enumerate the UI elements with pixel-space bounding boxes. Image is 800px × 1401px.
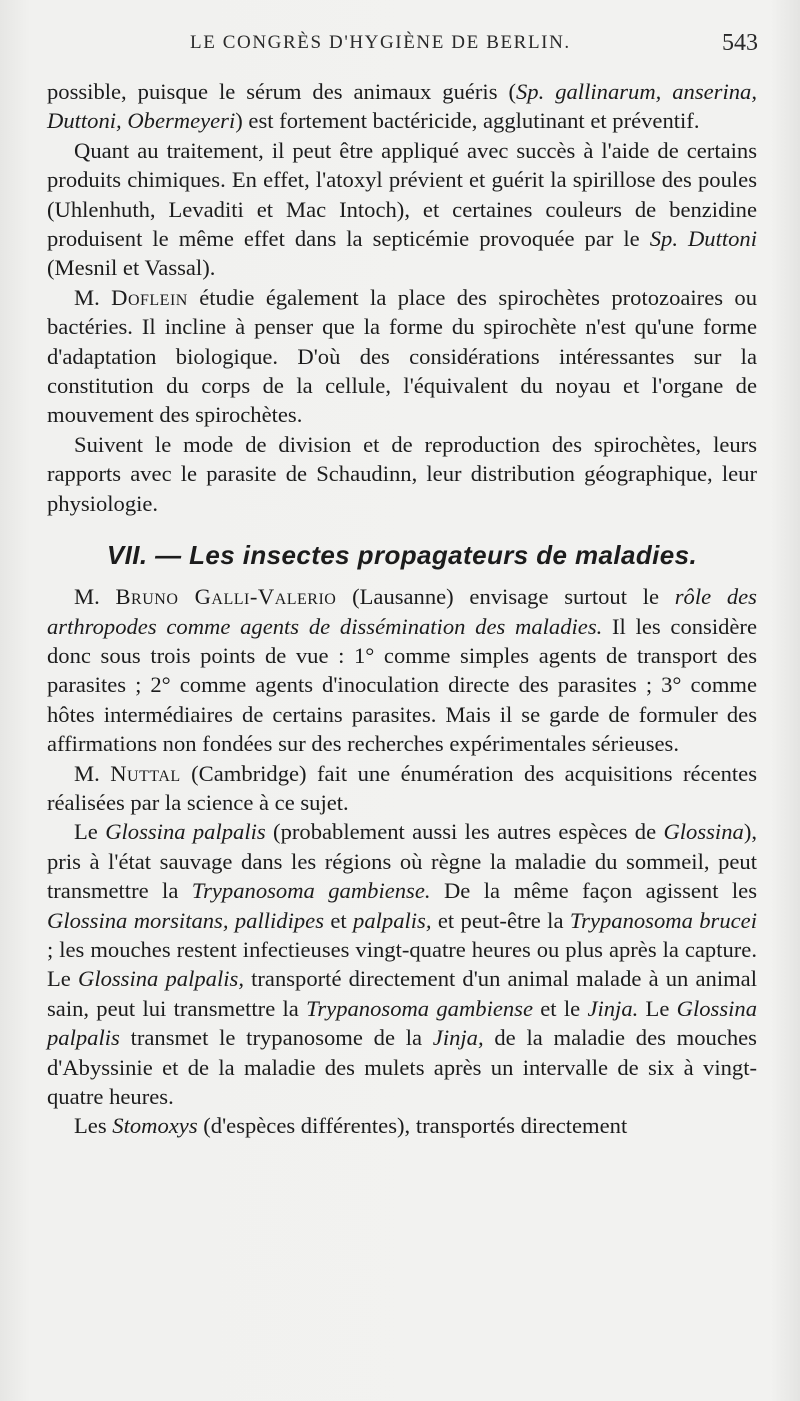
section-heading: VII. — Les insectes propagateurs de maladies.	[106, 540, 698, 571]
author-name: Bruno Galli-Valerio	[115, 584, 337, 610]
species-name: Sp. Duttoni	[649, 226, 757, 252]
body-text	[47, 77, 757, 1141]
paragraph-suivent: Suivent le mode de division et de reproduction des spirochètes, leurs rapports avec le parasite de Schaudinn, leur distribution géographique, leur physiologie.	[47, 431, 757, 516]
paragraph-galli-valerio: M. Bruno Galli-Valerio (Lausanne) envisage surtout le rôle des arthropodes comme agents de dissémination des maladies. Il les considère donc sous trois points de vue : 1° comme simples agents de transport des parasites ; 2° comme agents d'inoculation directe des parasites ; 3° comme hôtes intermédiaires de certains parasites. Mais il se garde de formuler des affirmations non fondées sur des recherches expérimentales sérieuses.	[47, 584, 757, 757]
paragraph-traitement: Quant au traitement, il peut être appliqué avec succès à l'aide de certains produits chimiques. En effet, l'atoxyl prévient et guérit la spirillose des poules (Uhlenhuth, Levaditi et Mac Intoch), et certaines couleurs de benzidine produisent le même effet dans la septicémie provoquée par le Sp. Duttoni (Mesnil et Vassal).	[47, 137, 757, 281]
paragraph-nuttal: M. Nuttal (Cambridge) fait une énumération des acquisitions récentes réalisées par la science à ce sujet.	[47, 760, 757, 815]
page-header	[48, 32, 758, 72]
page-number: 543	[722, 30, 758, 56]
paragraph-doflein: M. Doflein étudie également la place des spirochètes protozoaires ou bactéries. Il incline à penser que la forme du spirochète n'est qu'une forme d'adaptation biologique. D'où des considérations intéressantes sur la constitution du corps de la cellule, l'équivalent du noyau et l'organe de mouvement des spirochètes.	[47, 284, 757, 428]
species-list: Sp. gallinarum, anserina, Duttoni, Obermeyeri	[47, 79, 757, 134]
emphasis-text: rôle des arthropodes comme agents de dissémination des maladies.	[47, 584, 757, 639]
paragraph-stomoxys: Les Stomoxys (d'espèces différentes), transportés directement	[74, 1113, 628, 1139]
paragraph-serum: possible, puisque le sérum des animaux guéris (Sp. gallinarum, anserina, Duttoni, Obermeyeri) est fortement bactéricide, agglutinant et préventif.	[47, 79, 757, 134]
paragraph-glossina: Le Glossina palpalis (probablement aussi les autres espèces de Glossina), pris à l'état sauvage dans les régions où règne la maladie du sommeil, peut transmettre la Trypanosoma gambiense. De la même façon agissent les Glossina morsitans, pallidipes et palpalis, et peut-être la Trypanosoma brucei ; les mouches restent infectieuses vingt-quatre heures ou plus après la capture. Le Glossina palpalis, transporté directement d'un animal malade à un animal sain, peut lui transmettre la Trypanosoma gambiense et le Jinja. Le Glossina palpalis transmet le trypanosome de la Jinja, de la maladie des mouches d'Abyssinie et de la maladie des mulets après un intervalle de six à vingt-quatre heures.	[47, 819, 757, 1109]
author-name: Doflein	[111, 284, 188, 310]
running-title: LE CONGRÈS D'HYGIÈNE DE BERLIN.	[190, 32, 571, 53]
author-name: Nuttal	[110, 760, 181, 786]
